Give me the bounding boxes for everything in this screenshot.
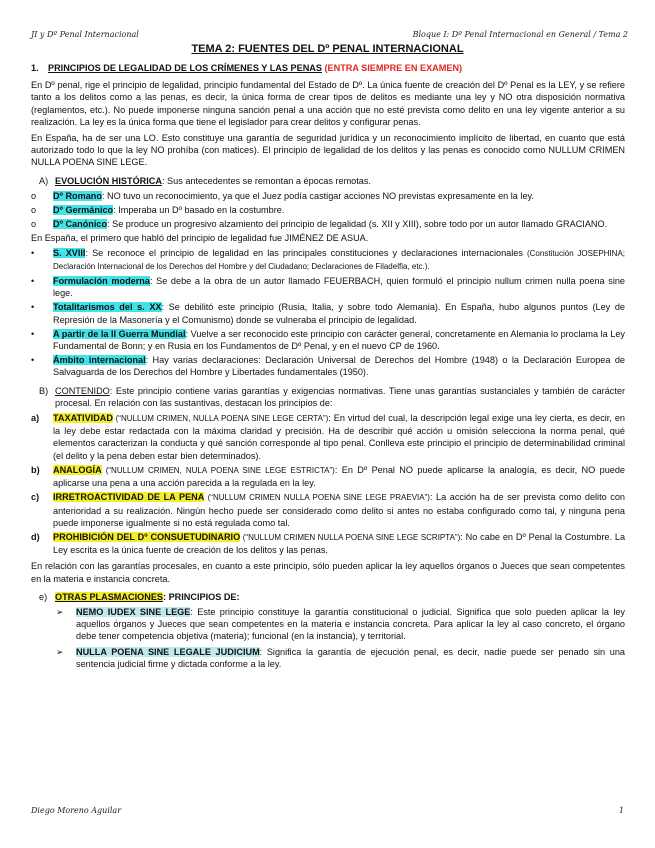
section-b-letter: B) (39, 385, 49, 396)
principle-label: IRRETROACTIVIDAD DE LA PENA (53, 492, 205, 503)
principle-item (31, 464, 625, 489)
section-e-text: : PRINCIPIOS DE: (163, 591, 240, 602)
title-text: TEMA 2: FUENTES DEL Dº PENAL INTERNACIONAL (191, 43, 464, 55)
section-1-title: PRINCIPIOS DE LEGALIDAD DE LOS CRÍMENES Y LAS PENAS (48, 63, 322, 73)
bullet-text: : Se debilitó este principio (Rusia, Italia, y sobre todo Alemania). En España, hubo algunos puntos (Ley de Represión de la Masonería y el Comunismo) donde se vulneraba el principio de legalidad. (53, 302, 626, 325)
plasmacion-item (31, 606, 625, 643)
list-marker: o (31, 205, 37, 216)
item-text: : Se produce un progresivo alzamiento del principio de legalidad (s. XII y XIII), sobre todo por un autor llamado GRACIANO. (107, 219, 608, 230)
section-a-text: : Sus antecedentes se remontan a épocas remotas. (161, 175, 371, 186)
section-a-title: EVOLUCIÓN HISTÓRICA (55, 175, 162, 186)
header-right: Bloque I: Dº Penal Internacional en General / Tema 2 (412, 30, 628, 39)
list-item (31, 190, 625, 202)
bullet-marker: • (31, 328, 35, 339)
page-number: 1 (618, 806, 624, 815)
bullet-marker: • (31, 276, 35, 287)
section-b-heading (39, 385, 625, 409)
principle-quote: (“NULLUM CRIMEN, NULLA POENA SINE LEGE CERTA”) (112, 414, 329, 424)
paragraph-jimenez: En España, el primero que habló del principio de legalidad fue JIMÉNEZ DE ASUA. (31, 233, 369, 244)
arrow-icon: ➢ (56, 606, 64, 617)
principle-quote: (“NULLUM CRIMEN NULLA POENA SINE LEGE PRAEVIA”) (204, 493, 430, 503)
section-1-heading (31, 62, 625, 74)
footer-author: Diego Moreno Aguilar (31, 806, 122, 815)
item-label: Dº Germánico (53, 205, 114, 216)
header-left: JI y Dº Penal Internacional (31, 30, 139, 39)
list-item (31, 204, 625, 216)
plasmacion-label: NEMO IUDEX SINE LEGE (76, 606, 191, 617)
principle-marker: c) (31, 492, 40, 503)
principle-quote: (“NULLUM CRIMEN, NULA POENA SINE LEGE ESTRICTA”) (101, 465, 335, 475)
principle-label: TAXATIVIDAD (53, 413, 113, 424)
bullet-label: Totalitarismos del s. XX (53, 302, 162, 313)
plasmacion-label: NULLA POENA SINE LEGALE JUDICIUM (76, 646, 260, 657)
principle-text: : En Dº Penal NO puede aplicarse la analogía, es decir, NO puede aplicarse una pena a una acción parecida a la regulada en la ley. (53, 464, 625, 489)
bullet-label: A partir de la II Guerra Mundial (53, 328, 186, 339)
bullet-item (31, 275, 625, 299)
principle-item (31, 412, 625, 462)
principle-quote: (“NULLUM CRIMEN NULLA POENA SINE LEGE SCRIPTA”) (240, 532, 461, 542)
principle-label: PROHIBICIÓN DEL Dº CONSUETUDINARIO (53, 531, 241, 542)
principle-item (31, 491, 625, 529)
list-marker: o (31, 219, 37, 230)
plasmacion-text: : Significa la garantía de ejecución penal, es decir, nadie puede ser penado sin una sentencia judicial firme y dictada conforme a la ley. (76, 646, 625, 669)
section-a-heading (39, 175, 625, 187)
section-b-title: CONTENIDO (55, 385, 110, 396)
bullet-label: S. XVIII (53, 247, 86, 258)
section-b-text: : Este principio contiene varias garantías y exigencias normativas. Tiene unas garantías sustanciales y también de carácter procesal. En relación con las sustantivas, destacan los principios de: (55, 385, 625, 408)
section-e-letter: e) (39, 591, 48, 602)
bullet-item (31, 247, 625, 273)
plasmacion-item (31, 646, 625, 670)
principle-item (31, 531, 625, 556)
list-item (31, 218, 625, 230)
principle-marker: a) (31, 413, 40, 424)
plasmacion-text: : Este principio constituye la garantía constitucional o judicial. Significa que solo pueden aplicar la ley aquellos órganos y Jueces que sean competentes en la materia e instancia concreta. Para aplicar la ley al caso concreto, el órgano debe tener competencia objetiva (materia); funcional (en la instancia), y territorial. (76, 606, 625, 642)
bullet-text: : Se debe a la obra de un autor llamado FEUERBACH, quien formuló el principio nullum crimen nulla poena sine lege. (53, 276, 625, 299)
principle-text: : En virtud del cual, la descripción legal exige una ley cierta, es decir, en la ley debe estar redactada con la máxima claridad y precisión. Ha de describir qué acción u omisión selecciona la norma penal, qué elementos caracterizan la conducta y qué sanción corresponde al tipo penal. Conlleva este principio el principio de determinabilidad criminal (el delito y la pena deben estar bien determinados). (53, 413, 625, 461)
document-body (31, 62, 625, 673)
section-e-title: OTRAS PLASMACIONES (55, 591, 163, 602)
paragraph-legality: En Dº penal, rige el principio de legalidad, principio fundamental del Estado de Dº. La única fuente de creación del Dº Penal es la LEY, y se refiere tanto a los delitos como a las penas, es decir, la única forma de crear tipos de delitos es mediante una ley y NO otra disposición normativa (reglamentos, etc.). No puede imponerse ninguna sanción penal a una acción que no esté prevista como delito en una ley vigente anterior a su realización. La ley es la única forma que tiene el legislador para crear delitos y configurar penas. (31, 80, 625, 127)
bullet-marker: • (31, 247, 35, 258)
paragraph-procesal: En relación con las garantías procesales, en cuanto a este principio, sólo pueden aplicar la ley aquellos órganos o Jueces que sean competentes en la materia e instancia concreta. (31, 561, 625, 584)
bullet-marker: • (31, 355, 35, 366)
page-title (0, 43, 655, 55)
bullet-item (31, 301, 625, 325)
bullet-note: (Constitución JOSEPHINA; Declaración Internacional de los Derechos del Hombre y del Ciudadano; Declaraciones de Filadelfia, etc.). (53, 248, 625, 271)
bullet-label: Ámbito internacional (53, 355, 146, 366)
principle-text: : La acción ha de ser prevista como delito con anterioridad a su realización. Ningún hecho puede ser considerado como delito si antes no estaba configurado como tal, y ninguna pena puede imponerse igualmente si no está regulada como tal. (53, 492, 625, 528)
item-text: : Imperaba un Dº basado en la costumbre. (113, 205, 285, 216)
bullet-marker: • (31, 302, 35, 313)
section-a-letter: A) (39, 175, 49, 186)
bullet-item (31, 328, 625, 352)
bullet-text: : Se reconoce el principio de legalidad en las principales constituciones y declaraciones internacionales (85, 247, 523, 258)
paragraph-spain: En España, ha de ser una LO. Esto constituye una garantía de seguridad jurídica y un reconocimiento implícito de libertad, en cuanto que está autorizado todo lo que la ley NO prohíba (con matices). El principio de legalidad de los delitos y las penas es conocido como NULLUM CRIMEN NULLA POENA SINE LEGE. (31, 133, 625, 168)
item-text: : NO tuvo un reconocimiento, ya que el Juez podía castigar acciones NO previstas expresamente en la ley. (101, 190, 534, 201)
arrow-icon: ➢ (56, 646, 64, 657)
section-e-heading (39, 591, 625, 603)
bullet-item (31, 354, 625, 378)
principle-text: : No cabe en Dº Penal la Costumbre. La Ley escrita es la única fuente de creación de los delitos y las penas. (53, 531, 626, 556)
item-label: Dº Canónico (53, 219, 108, 230)
section-1-number: 1. (31, 63, 39, 73)
principle-label: ANALOGÍA (53, 464, 102, 475)
bullet-text: : Vuelve a ser reconocido este principio con carácter general, concretamente en Alemania lo proclama la Ley Fundamental de Bonn; y en Rusia en los Fundamentos de Dº Penal, y en el nuevo CP de 1960. (53, 328, 625, 352)
principle-marker: d) (31, 531, 40, 542)
list-marker: o (31, 190, 37, 201)
bullet-label: Formulación moderna (53, 276, 150, 287)
bullet-text: : Hay varias declaraciones: Declaración Universal de Derechos del Hombre (1948) o la Declaración Europea de Salvaguarda de los Derechos del Hombre y Libertades fundamentales (1950). (53, 355, 625, 378)
item-label: Dº Romano (53, 190, 102, 201)
principle-marker: b) (31, 464, 40, 475)
exam-note: (ENTRA SIEMPRE EN EXAMEN) (324, 63, 463, 73)
